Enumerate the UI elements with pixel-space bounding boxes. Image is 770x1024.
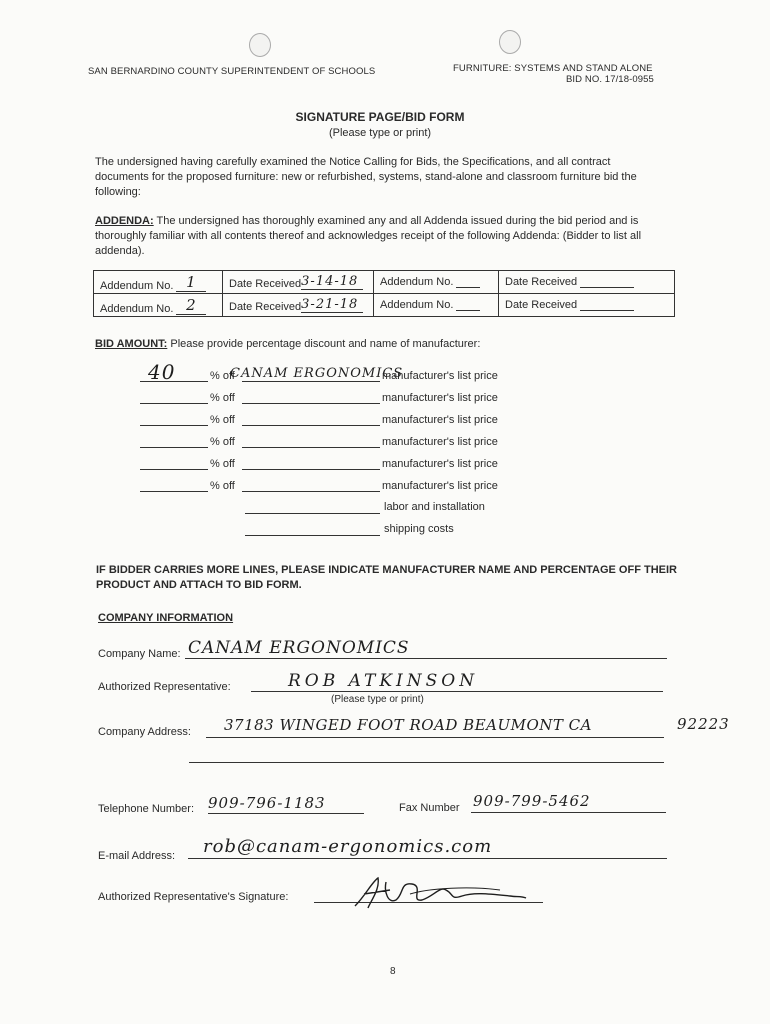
mfr-list-label: manufacturer's list price bbox=[382, 370, 498, 382]
pct-off-label: % off bbox=[210, 370, 235, 382]
signature-image bbox=[350, 872, 530, 912]
fax-label: Fax Number bbox=[399, 802, 460, 814]
date-label: Date Received bbox=[229, 301, 302, 313]
bid-amount-label: BID AMOUNT: bbox=[95, 338, 168, 350]
phone-label: Telephone Number: bbox=[98, 803, 195, 815]
company-name-label: Company Name: bbox=[98, 648, 181, 660]
rep-value[interactable]: ROB ATKINSON bbox=[288, 671, 479, 691]
table-row bbox=[94, 271, 675, 294]
labor-label: labor and installation bbox=[384, 501, 485, 513]
signature-label: Authorized Representative's Signature: bbox=[98, 891, 289, 903]
date-label: Date Received bbox=[229, 278, 302, 290]
company-info-heading: COMPANY INFORMATION bbox=[98, 612, 234, 624]
pct-off-label: % off bbox=[210, 480, 235, 492]
mfr-list-label: manufacturer's list price bbox=[382, 414, 498, 426]
shipping-label: shipping costs bbox=[384, 523, 454, 535]
addenda-paragraph bbox=[95, 214, 667, 259]
addendum-number-4[interactable] bbox=[456, 310, 480, 311]
addenda-text: The undersigned has thoroughly examined any and all Addenda issued during the bid period and is thoroughly familiar with all contents thereof and acknowledges receipt of the following Addenda: (Bidder to list all addenda). bbox=[95, 215, 642, 257]
pct-off-label: % off bbox=[210, 414, 235, 426]
phone-value[interactable]: 909-796-1183 bbox=[208, 794, 326, 812]
fax-value[interactable]: 909-799-5462 bbox=[473, 792, 591, 810]
mfr-list-label: manufacturer's list price bbox=[382, 436, 498, 448]
address-label: Company Address: bbox=[98, 726, 191, 738]
header-right-line2: BID NO. 17/18-0955 bbox=[566, 74, 654, 85]
date-received-4[interactable] bbox=[580, 310, 634, 311]
date-received-1[interactable]: 3-14-18 bbox=[301, 274, 363, 290]
date-received-3[interactable] bbox=[580, 287, 634, 288]
table-row bbox=[94, 294, 675, 317]
date-label: Date Received bbox=[505, 276, 578, 288]
mfr-list-label: manufacturer's list price bbox=[382, 392, 498, 404]
addendum-label: Addendum No. bbox=[100, 302, 174, 315]
page-title: SIGNATURE PAGE/BID FORM bbox=[295, 110, 465, 124]
intro-paragraph: The undersigned having carefully examined the Notice Calling for Bids, the Specifications, and all contract documents for the proposed furniture: new or refurbished, systems, stand-alone and classroom furniture bid the following: bbox=[95, 156, 637, 198]
addenda-label: ADDENDA: bbox=[95, 215, 154, 227]
header-left: SAN BERNARDINO COUNTY SUPERINTENDENT OF SCHOOLS bbox=[88, 66, 376, 77]
additional-lines-note: IF BIDDER CARRIES MORE LINES, PLEASE INDICATE MANUFACTURER NAME AND PERCENTAGE OFF THEIR PRODUCT AND ATTACH TO BID FORM. bbox=[96, 564, 677, 591]
page-subtitle: (Please type or print) bbox=[328, 127, 432, 139]
bid-amount-paragraph bbox=[95, 337, 480, 352]
mfr-list-label: manufacturer's list price bbox=[382, 480, 498, 492]
address-value[interactable]: 37183 WINGED FOOT ROAD BEAUMONT CA bbox=[224, 716, 592, 734]
addendum-label: Addendum No. bbox=[100, 279, 174, 292]
company-name-value[interactable]: CANAM ERGONOMICS bbox=[188, 638, 410, 658]
pct-off-label: % off bbox=[210, 458, 235, 470]
addenda-table bbox=[93, 270, 675, 317]
mfr-list-label: manufacturer's list price bbox=[382, 458, 498, 470]
bid-amount-text: Please provide percentage discount and name of manufacturer: bbox=[167, 338, 481, 350]
addendum-number-3[interactable] bbox=[456, 287, 480, 288]
addendum-label: Addendum No. bbox=[380, 276, 454, 288]
discount-percent-1[interactable]: 40 bbox=[148, 360, 176, 384]
date-label: Date Received bbox=[505, 299, 578, 311]
punch-hole-right bbox=[499, 30, 521, 54]
address-zip[interactable]: 92223 bbox=[677, 715, 730, 733]
email-value[interactable]: rob@canam-ergonomics.com bbox=[203, 836, 493, 857]
header-right-line1: FURNITURE: SYSTEMS AND STAND ALONE bbox=[453, 63, 653, 74]
page-number: 8 bbox=[390, 966, 396, 977]
rep-hint: (Please type or print) bbox=[331, 694, 424, 705]
addendum-number-1[interactable]: 1 bbox=[176, 273, 206, 292]
date-received-2[interactable]: 3-21-18 bbox=[301, 297, 363, 313]
pct-off-label: % off bbox=[210, 392, 235, 404]
addendum-number-2[interactable]: 2 bbox=[176, 296, 206, 315]
email-label: E-mail Address: bbox=[98, 850, 176, 862]
manufacturer-name-1[interactable]: CANAM ERGONOMICS bbox=[230, 366, 404, 381]
rep-label: Authorized Representative: bbox=[98, 681, 231, 693]
punch-hole-left bbox=[249, 33, 271, 57]
pct-off-label: % off bbox=[210, 436, 235, 448]
addendum-label: Addendum No. bbox=[380, 299, 454, 311]
